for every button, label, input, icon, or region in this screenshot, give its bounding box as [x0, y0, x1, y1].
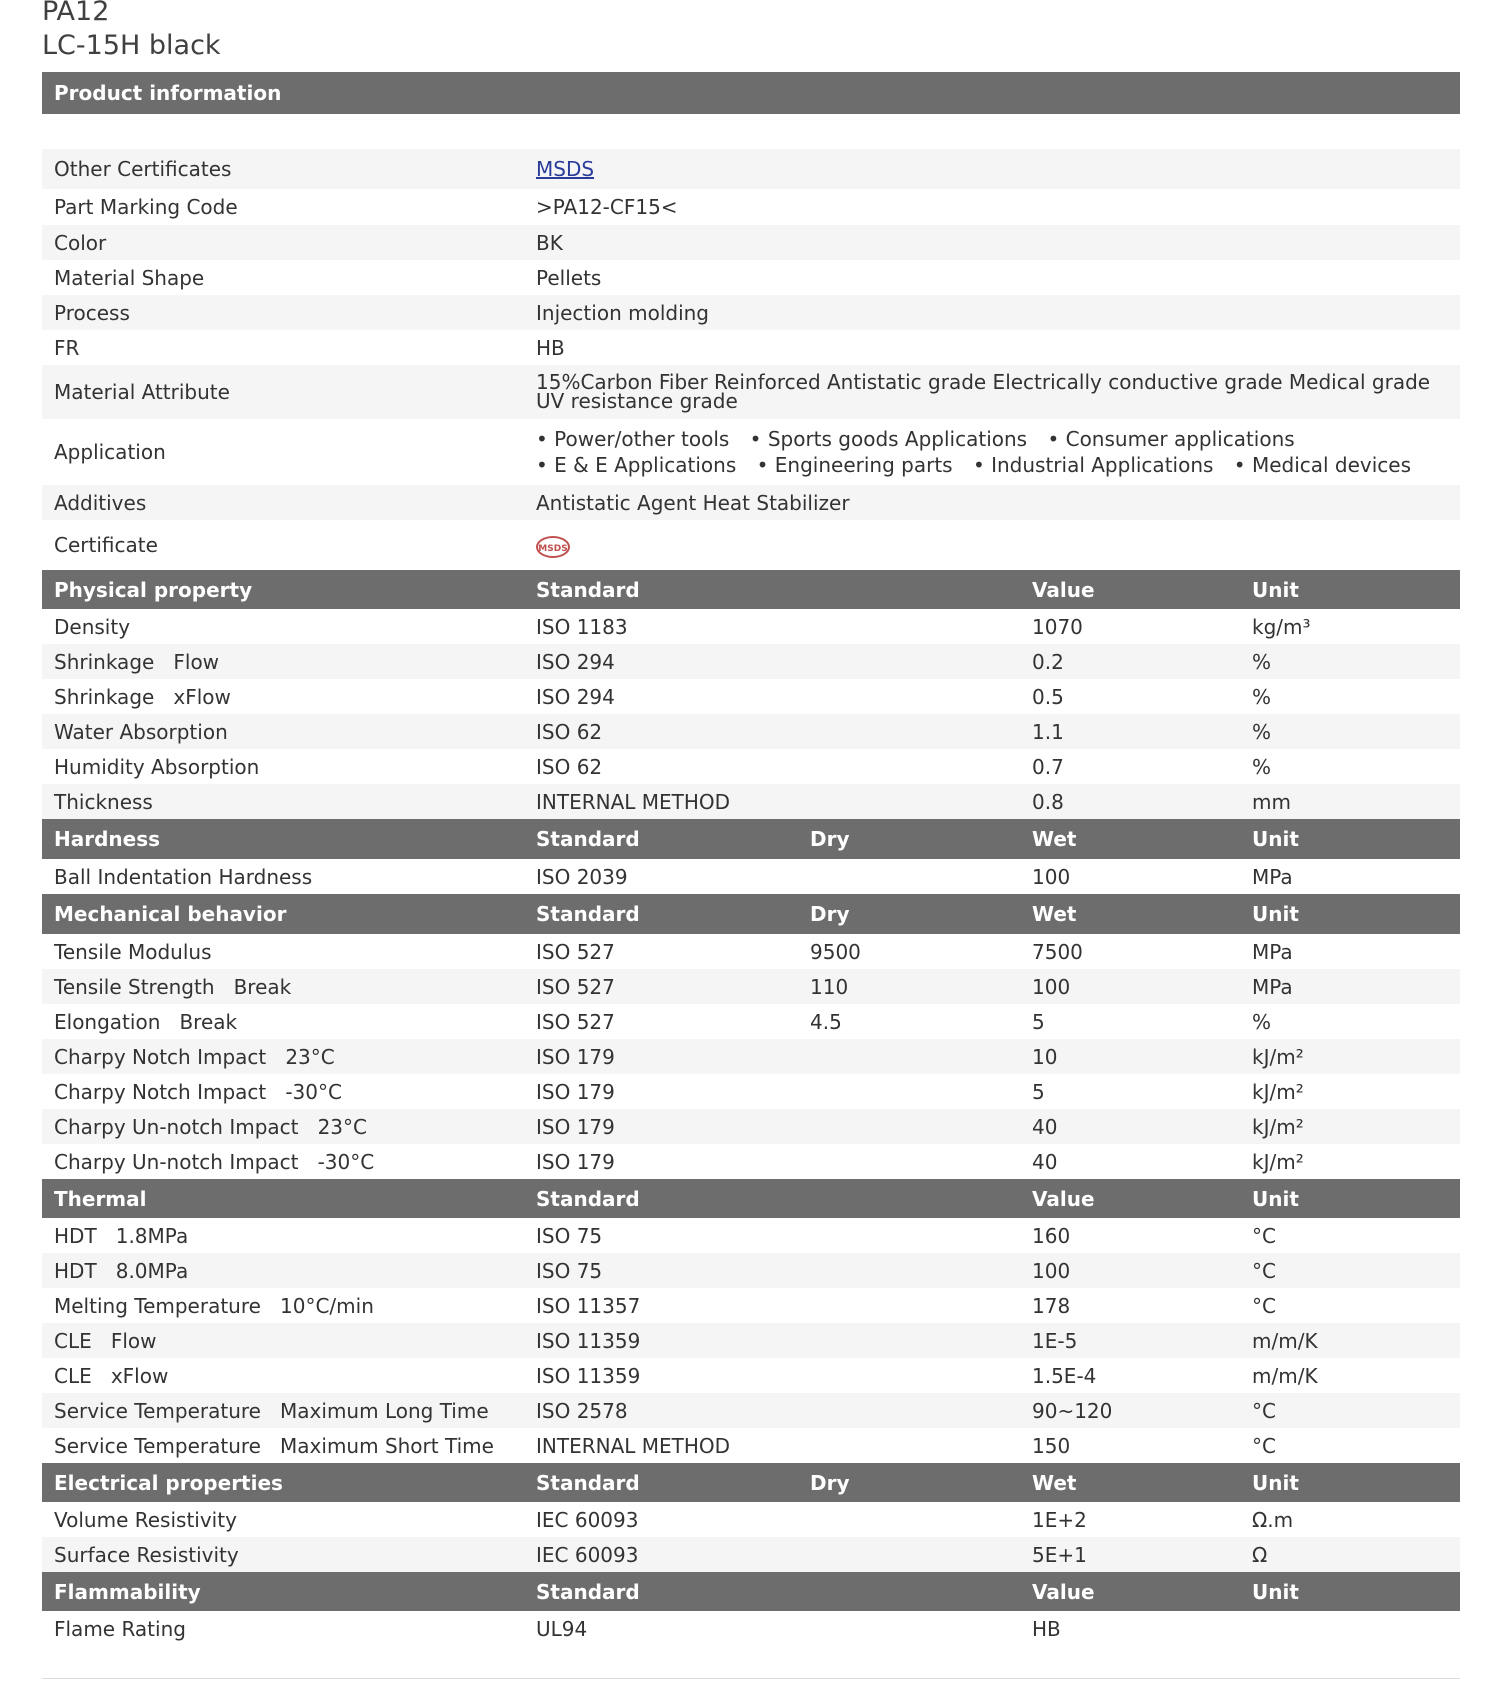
property-unit: MPa [1252, 974, 1293, 999]
property-unit: kJ/m² [1252, 1044, 1304, 1069]
application-item: • Power/other tools [536, 427, 729, 451]
property-unit: °C [1252, 1398, 1276, 1423]
row-process [42, 295, 1460, 330]
row-additives [42, 485, 1460, 520]
property-standard: ISO 179 [536, 1149, 615, 1174]
property-dry-value: 9500 [810, 939, 861, 964]
table-row [42, 749, 1460, 784]
property-standard: IEC 60093 [536, 1542, 639, 1567]
table-row [42, 1004, 1460, 1039]
color-value: BK [536, 230, 563, 255]
property-unit: % [1252, 719, 1272, 744]
property-standard: ISO 62 [536, 754, 603, 779]
property-standard: ISO 179 [536, 1079, 615, 1104]
property-unit: % [1252, 1009, 1272, 1034]
property-unit: m/m/K [1252, 1328, 1318, 1353]
column-header-unit: Unit [1252, 1579, 1299, 1604]
part-marking-code-value: >PA12-CF15< [536, 195, 678, 219]
process-value: Injection molding [536, 300, 709, 325]
row-material-attribute [42, 365, 1460, 419]
column-header-standard: Standard [536, 1186, 640, 1211]
property-value: 178 [1032, 1293, 1071, 1318]
msds-certificate-icon[interactable]: MSDS [536, 536, 570, 558]
property-name: Ball Indentation Hardness [54, 864, 313, 889]
thermal-header [42, 1179, 1460, 1218]
property-name: Water Absorption [54, 719, 228, 744]
hardness-header [42, 819, 1460, 859]
column-header-standard: Standard [536, 1470, 640, 1495]
property-name: CLE Flow [54, 1328, 157, 1353]
property-standard: ISO 179 [536, 1044, 615, 1069]
table-row [42, 859, 1460, 894]
application-list [536, 426, 1425, 478]
color-label: Color [54, 230, 107, 255]
property-name: Charpy Notch Impact -30°C [54, 1079, 342, 1104]
column-header-standard: Standard [536, 577, 640, 602]
column-header-unit: Unit [1252, 577, 1299, 602]
property-name: Charpy Un-notch Impact -30°C [54, 1149, 375, 1174]
certificate-label: Certificate [54, 533, 158, 557]
additives-value: Antistatic Agent Heat Stabilizer [536, 490, 850, 515]
table-row [42, 679, 1460, 714]
row-color [42, 225, 1460, 260]
property-standard: ISO 2039 [536, 864, 628, 889]
property-wet-value: 1E+2 [1032, 1507, 1087, 1532]
property-standard: ISO 294 [536, 684, 615, 709]
application-item: • Industrial Applications [973, 453, 1213, 477]
property-unit: m/m/K [1252, 1363, 1318, 1388]
table-row [42, 1428, 1460, 1463]
application-item: • Medical devices [1234, 453, 1411, 477]
property-unit: kg/m³ [1252, 614, 1311, 639]
property-value: 90~120 [1032, 1398, 1113, 1423]
property-unit: °C [1252, 1293, 1276, 1318]
table-row [42, 1109, 1460, 1144]
property-value: 1.1 [1032, 719, 1064, 744]
property-wet-value: 100 [1032, 974, 1071, 999]
column-header-property: Mechanical behavior [54, 902, 287, 926]
property-standard: ISO 62 [536, 719, 603, 744]
property-name: CLE xFlow [54, 1363, 169, 1388]
property-unit: Ω.m [1252, 1507, 1294, 1532]
part-marking-code-label: Part Marking Code [54, 195, 238, 219]
property-name: Charpy Un-notch Impact 23°C [54, 1114, 367, 1139]
column-header-wet: Wet [1032, 827, 1077, 851]
property-value: 1070 [1032, 614, 1083, 639]
table-row [42, 1144, 1460, 1179]
application-item: • E & E Applications [536, 453, 736, 477]
property-standard: ISO 179 [536, 1114, 615, 1139]
material-attribute-value: 15%Carbon Fiber Reinforced Antistatic grade Electrically conductive grade Medical grade UV resistance grade [536, 370, 1431, 413]
application-item: • Engineering parts [757, 453, 953, 477]
column-header-value: Value [1032, 1579, 1095, 1604]
property-unit: MPa [1252, 939, 1293, 964]
material-attribute-label: Material Attribute [54, 380, 230, 404]
column-header-property: Thermal [54, 1186, 147, 1211]
property-name: Service Temperature Maximum Short Time [54, 1433, 494, 1458]
fr-label: FR [54, 335, 80, 360]
page-title-grade: PA12 [42, 0, 110, 27]
property-value: 150 [1032, 1433, 1071, 1458]
property-unit: mm [1252, 789, 1291, 814]
column-header-value: Value [1032, 1186, 1095, 1211]
table-row [42, 1537, 1460, 1572]
property-unit: % [1252, 649, 1272, 674]
material-shape-value: Pellets [536, 265, 602, 290]
table-row [42, 644, 1460, 679]
property-value: 0.2 [1032, 649, 1064, 674]
bottom-divider [42, 1678, 1460, 1679]
property-wet-value: 5 [1032, 1079, 1045, 1104]
mechanical-behavior-header [42, 894, 1460, 934]
application-item: • Sports goods Applications [750, 427, 1027, 451]
property-wet-value: 40 [1032, 1149, 1058, 1174]
property-wet-value: 40 [1032, 1114, 1058, 1139]
property-unit: kJ/m² [1252, 1149, 1304, 1174]
column-header-dry: Dry [810, 902, 850, 926]
property-name: Elongation Break [54, 1009, 238, 1034]
flammability-header [42, 1572, 1460, 1611]
property-unit: °C [1252, 1223, 1276, 1248]
column-header-wet: Wet [1032, 902, 1077, 926]
process-label: Process [54, 300, 130, 325]
property-standard: ISO 11357 [536, 1293, 641, 1318]
column-header-property: Flammability [54, 1579, 201, 1604]
property-standard: ISO 527 [536, 939, 615, 964]
product-info-heading: Product information [54, 81, 282, 105]
property-standard: ISO 294 [536, 649, 615, 674]
column-header-property: Physical property [54, 577, 253, 602]
table-row [42, 1393, 1460, 1428]
property-unit: Ω [1252, 1542, 1268, 1567]
electrical-properties-header [42, 1463, 1460, 1502]
product-info-header [42, 72, 1460, 114]
column-header-unit: Unit [1252, 1186, 1299, 1211]
property-standard: ISO 11359 [536, 1328, 641, 1353]
table-row [42, 784, 1460, 819]
property-wet-value: 7500 [1032, 939, 1083, 964]
application-item: • Consumer applications [1047, 427, 1294, 451]
table-row [42, 1323, 1460, 1358]
column-header-value: Value [1032, 577, 1095, 602]
row-fr [42, 330, 1460, 365]
column-header-unit: Unit [1252, 902, 1299, 926]
other-certificates-label: Other Certificates [54, 157, 232, 181]
property-wet-value: 5 [1032, 1009, 1045, 1034]
property-name: Surface Resistivity [54, 1542, 239, 1567]
property-standard: INTERNAL METHOD [536, 1433, 731, 1458]
column-header-standard: Standard [536, 827, 640, 851]
table-row [42, 934, 1460, 969]
property-name: Tensile Modulus [54, 939, 212, 964]
column-header-property: Electrical properties [54, 1470, 283, 1495]
property-wet-value: 10 [1032, 1044, 1058, 1069]
property-standard: UL94 [536, 1617, 588, 1641]
property-name: Volume Resistivity [54, 1507, 237, 1532]
property-name: Shrinkage Flow [54, 649, 220, 674]
property-wet-value: 5E+1 [1032, 1542, 1087, 1567]
property-name: Charpy Notch Impact 23°C [54, 1044, 335, 1069]
column-header-unit: Unit [1252, 827, 1299, 851]
table-row [42, 1502, 1460, 1537]
property-unit: kJ/m² [1252, 1079, 1304, 1104]
property-unit: °C [1252, 1433, 1276, 1458]
property-wet-value: 100 [1032, 864, 1071, 889]
row-certificate [42, 520, 1460, 570]
property-name: Service Temperature Maximum Long Time [54, 1398, 489, 1423]
table-row [42, 1218, 1460, 1253]
property-name: Humidity Absorption [54, 754, 260, 779]
row-material-shape [42, 260, 1460, 295]
table-row [42, 1039, 1460, 1074]
column-header-standard: Standard [536, 1579, 640, 1604]
property-value: 0.5 [1032, 684, 1064, 709]
table-row [42, 1288, 1460, 1323]
property-value: 0.7 [1032, 754, 1064, 779]
column-header-unit: Unit [1252, 1470, 1299, 1495]
table-row [42, 714, 1460, 749]
property-standard: ISO 2578 [536, 1398, 628, 1423]
page-title-product: LC-15H black [42, 30, 221, 61]
material-shape-label: Material Shape [54, 265, 205, 290]
property-dry-value: 110 [810, 974, 849, 999]
property-standard: ISO 75 [536, 1223, 603, 1248]
property-unit: kJ/m² [1252, 1114, 1304, 1139]
property-value: 160 [1032, 1223, 1071, 1248]
additives-label: Additives [54, 490, 147, 515]
column-header-dry: Dry [810, 827, 850, 851]
table-row [42, 1611, 1460, 1647]
column-header-standard: Standard [536, 902, 640, 926]
property-standard: ISO 11359 [536, 1363, 641, 1388]
property-unit: % [1252, 754, 1272, 779]
property-unit: MPa [1252, 864, 1293, 889]
property-name: Tensile Strength Break [54, 974, 292, 999]
property-standard: ISO 1183 [536, 614, 628, 639]
column-header-wet: Wet [1032, 1470, 1077, 1495]
application-label: Application [54, 440, 166, 464]
property-standard: INTERNAL METHOD [536, 789, 731, 814]
column-header-dry: Dry [810, 1470, 850, 1495]
msds-link[interactable]: MSDS [536, 157, 595, 181]
property-name: HDT 8.0MPa [54, 1258, 189, 1283]
property-name: Density [54, 614, 131, 639]
table-row [42, 1358, 1460, 1393]
table-row [42, 1074, 1460, 1109]
property-dry-value: 4.5 [810, 1009, 842, 1034]
table-row [42, 969, 1460, 1004]
property-value: 0.8 [1032, 789, 1064, 814]
fr-value: HB [536, 335, 565, 360]
property-name: Thickness [54, 789, 153, 814]
table-row [42, 609, 1460, 644]
property-value: 100 [1032, 1258, 1071, 1283]
property-unit: % [1252, 684, 1272, 709]
property-value: 1.5E-4 [1032, 1363, 1097, 1388]
row-part-marking-code [42, 189, 1460, 225]
property-unit: °C [1252, 1258, 1276, 1283]
property-standard: ISO 527 [536, 1009, 615, 1034]
property-name: Flame Rating [54, 1617, 186, 1641]
property-name: HDT 1.8MPa [54, 1223, 189, 1248]
property-name: Shrinkage xFlow [54, 684, 231, 709]
property-standard: ISO 75 [536, 1258, 603, 1283]
physical-property-header [42, 570, 1460, 609]
property-standard: IEC 60093 [536, 1507, 639, 1532]
column-header-property: Hardness [54, 827, 161, 851]
property-name: Melting Temperature 10°C/min [54, 1293, 374, 1318]
property-standard: ISO 527 [536, 974, 615, 999]
row-other-certificates [42, 149, 1460, 189]
row-application [42, 419, 1460, 485]
property-value: 1E-5 [1032, 1328, 1078, 1353]
property-value: HB [1032, 1617, 1061, 1641]
table-row [42, 1253, 1460, 1288]
